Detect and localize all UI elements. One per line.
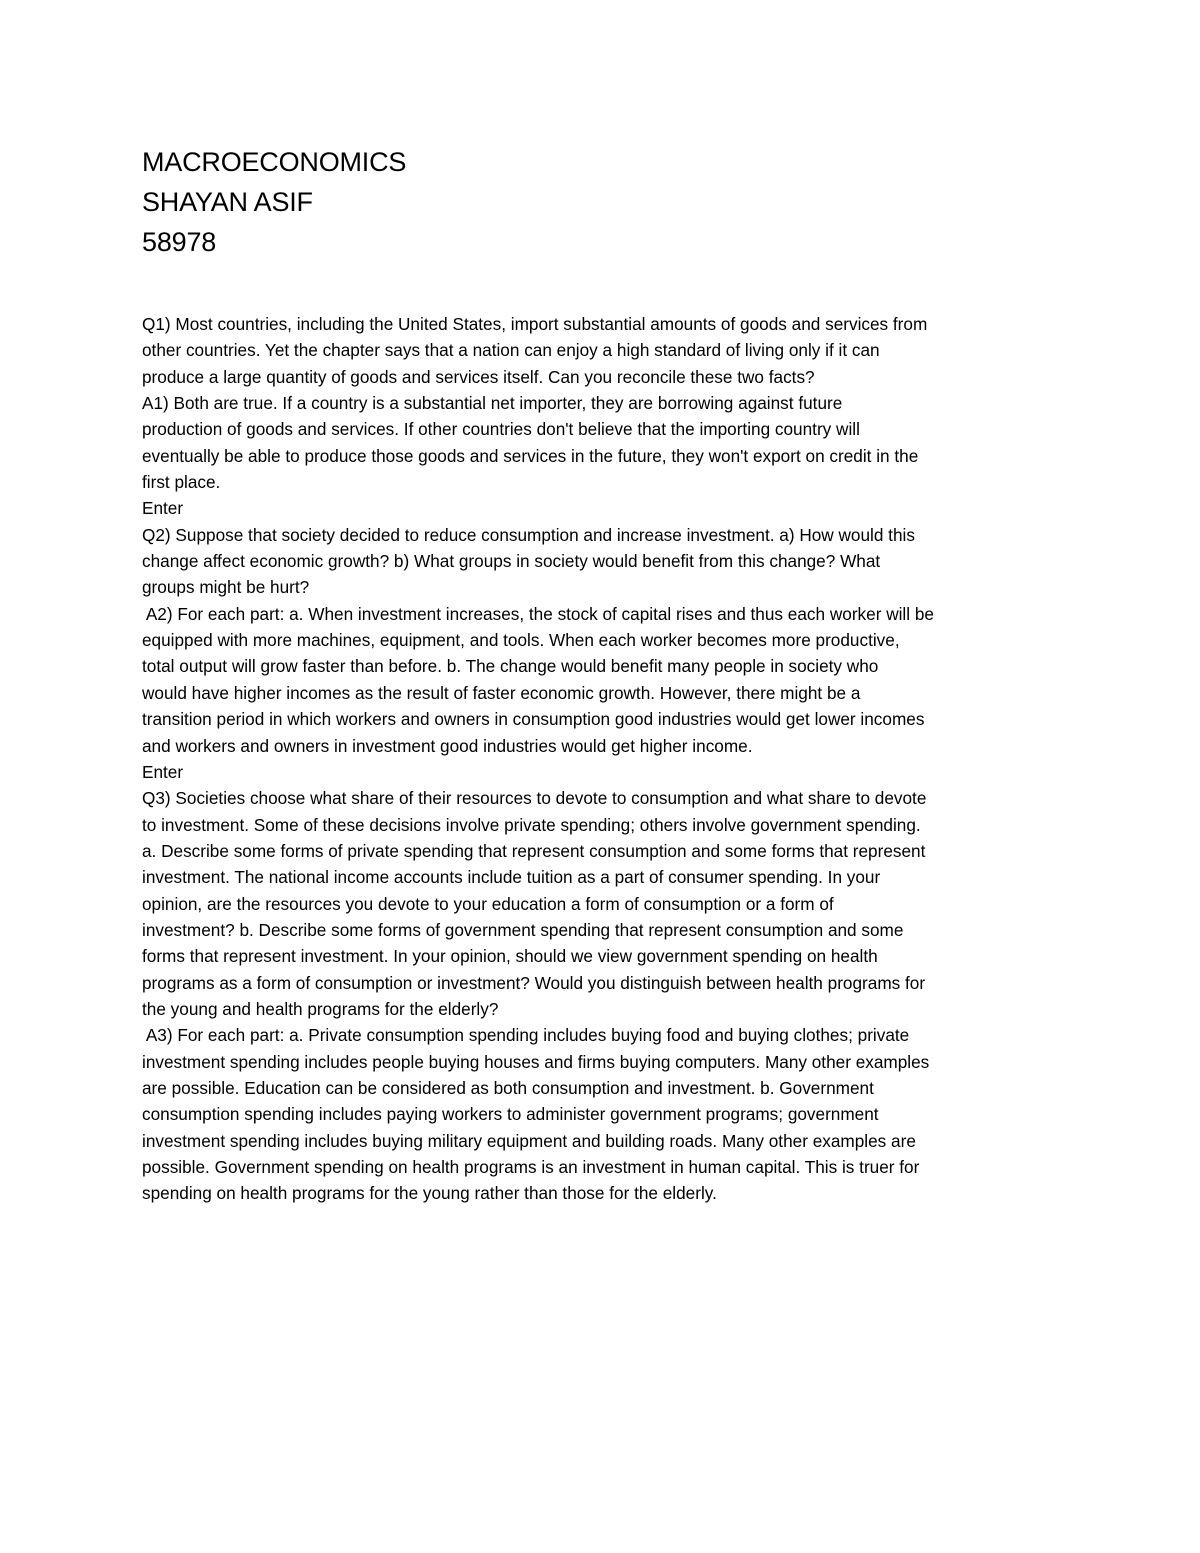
text-line: investment? b. Describe some forms of government spending that represent consumption and some [142,919,904,940]
text-line: Q2) Suppose that society decided to reduce consumption and increase investment. a) How would this [142,524,915,545]
text-line: total output will grow faster than before. b. The change would benefit many people in society who [142,656,879,677]
text-line: consumption spending includes paying workers to administer government programs; government [142,1104,879,1125]
text-line: change affect economic growth? b) What groups in society would benefit from this change? What [142,551,881,572]
document-header [142,142,842,262]
text-line: to investment. Some of these decisions involve private spending; others involve government spending. [142,814,921,835]
text-line: spending on health programs for the young rather than those for the elderly. [142,1183,717,1204]
text-line: investment spending includes people buying houses and firms buying computers. Many other examples [142,1051,930,1072]
text-line: a. Describe some forms of private spending that represent consumption and some forms that represent [142,840,926,861]
text-line: Q3) Societies choose what share of their resources to devote to consumption and what share to devote [142,788,927,809]
text-line: and workers and owners in investment good industries would get higher income. [142,735,753,756]
text-line: are possible. Education can be considered as both consumption and investment. b. Government [142,1077,874,1098]
text-line: other countries. Yet the chapter says that a nation can enjoy a high standard of living only if it can [142,340,880,361]
text-line: Enter [142,761,184,782]
text-line: would have higher incomes as the result of faster economic growth. However, there might be a [142,682,861,703]
text-line: produce a large quantity of goods and services itself. Can you reconcile these two facts? [142,366,815,387]
text-line: production of goods and services. If other countries don't believe that the importing country will [142,419,860,440]
text-line: forms that represent investment. In your opinion, should we view government spending on health [142,946,878,967]
text-line: transition period in which workers and owners in consumption good industries would get lower incomes [142,709,925,730]
text-line: possible. Government spending on health programs is an investment in human capital. This is truer for [142,1157,920,1177]
text-line: first place. [142,472,221,493]
text-line: equipped with more machines, equipment, and tools. When each worker becomes more productive, [142,630,900,651]
text-line: investment spending includes buying military equipment and building roads. Many other examples are [142,1130,916,1151]
text-line: Enter [142,498,184,519]
student-name: SHAYAN ASIF [142,187,313,217]
text-line: Q1) Most countries, including the United States, import substantial amounts of goods and services from [142,314,928,334]
text-line: programs as a form of consumption or investment? Would you distinguish between health programs for [142,972,926,993]
text-line: investment. The national income accounts include tuition as a part of consumer spending. In your [142,867,881,888]
text-line: A2) For each part: a. When investment increases, the stock of capital rises and thus each worker will be [142,603,934,624]
student-id: 58978 [142,227,217,257]
document-body [142,311,1060,1207]
text-line: opinion, are the resources you devote to your education a form of consumption or a form of [142,893,834,914]
text-line: A1) Both are true. If a country is a substantial net importer, they are borrowing against future [142,393,843,414]
text-line: A3) For each part: a. Private consumption spending includes buying food and buying clothes; private [142,1025,910,1046]
text-line: groups might be hurt? [142,577,310,598]
course-title: MACROECONOMICS [142,147,407,177]
text-line: eventually be able to produce those goods and services in the future, they won't export on credit in the [142,445,919,466]
text-line: the young and health programs for the elderly? [142,998,499,1019]
